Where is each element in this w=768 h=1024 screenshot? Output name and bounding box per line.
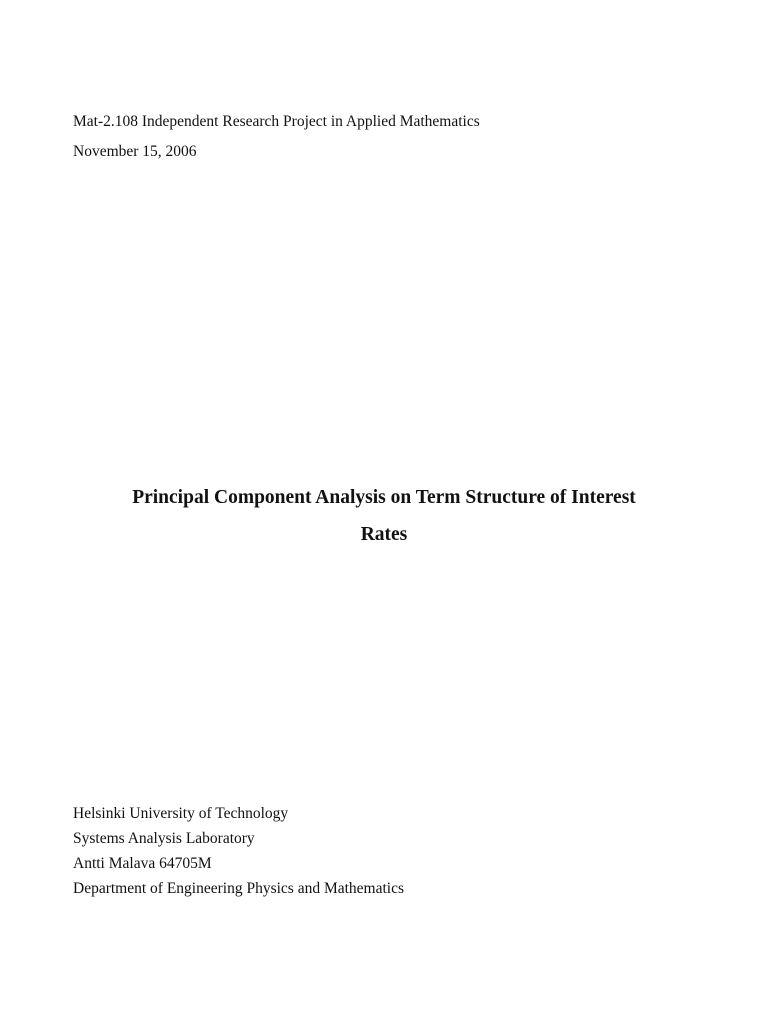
university-name: Helsinki University of Technology	[73, 805, 289, 822]
title-line-2: Rates	[360, 524, 408, 545]
document-date: November 15, 2006	[73, 143, 197, 160]
department-name: Department of Engineering Physics and Mathematics	[73, 880, 405, 897]
document-title	[48, 479, 720, 553]
course-name: Mat-2.108 Independent Research Project in Applied Mathematics	[73, 113, 480, 130]
title-line-1: Principal Component Analysis on Term Structure of Interest	[132, 487, 636, 508]
document-header	[73, 113, 713, 161]
author-affiliation	[73, 801, 713, 901]
laboratory-name: Systems Analysis Laboratory	[73, 830, 255, 847]
author-name: Antti Malava 64705M	[73, 855, 212, 872]
